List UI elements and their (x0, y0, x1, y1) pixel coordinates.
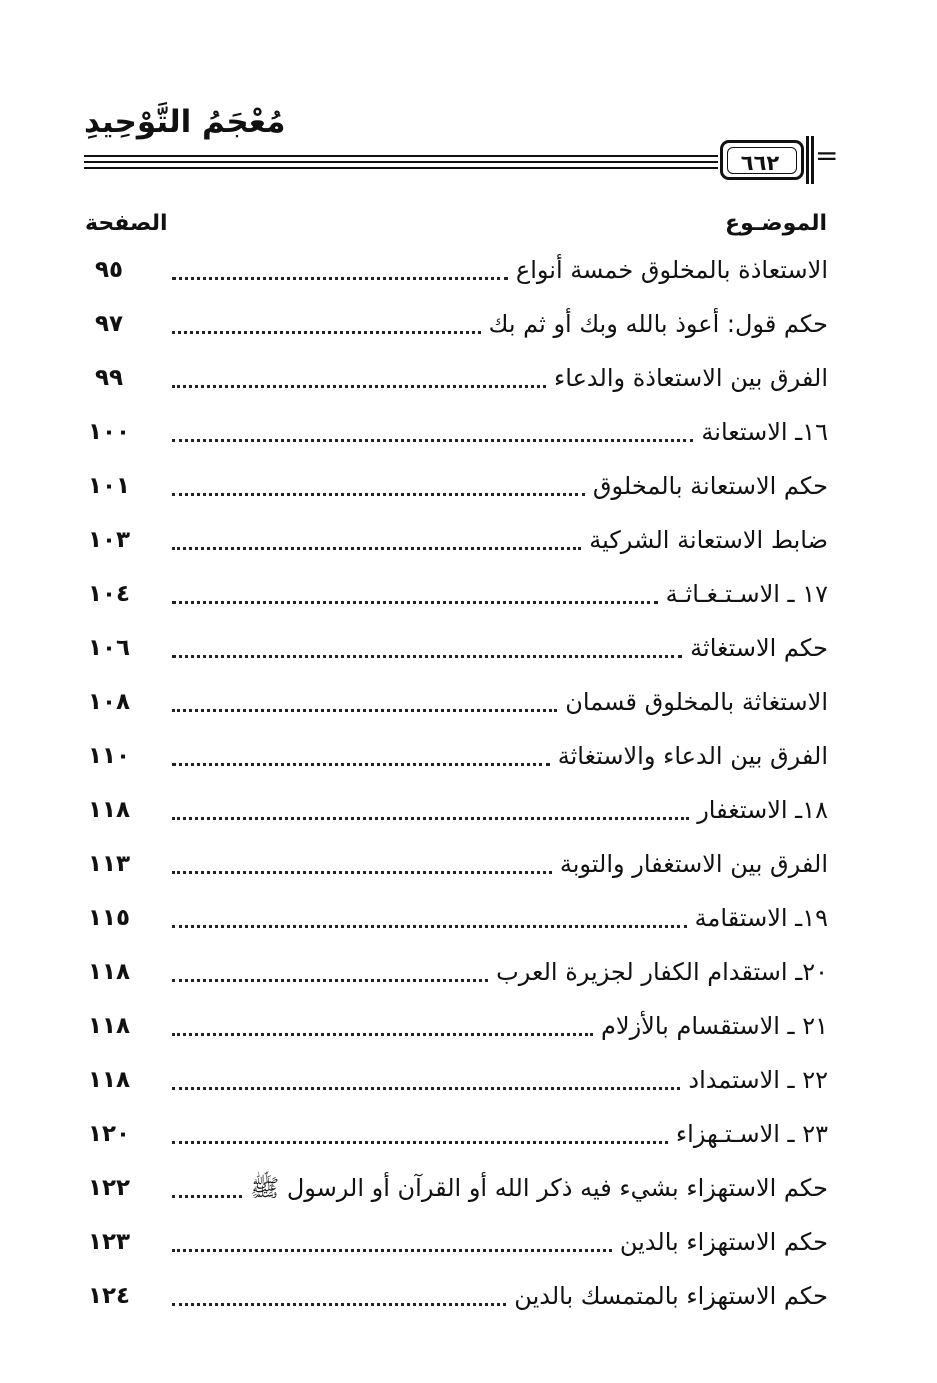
dot-leader (172, 655, 682, 658)
toc-entry (84, 1006, 828, 1046)
toc-entry-topic: حكم الاستغاثة (690, 634, 828, 662)
toc-entry-page: ١٢٣ (87, 1229, 131, 1255)
toc-entry-page: ١١٨ (87, 797, 131, 823)
toc-entry-page: ١١٥ (87, 905, 131, 931)
toc-entry (84, 1114, 828, 1154)
toc-entry-page: ١٠٤ (87, 581, 131, 607)
dot-leader (172, 439, 693, 442)
toc-entry-topic: ١٨ـ الاستغفار (697, 796, 828, 824)
toc-entry (84, 898, 828, 938)
toc-entry-page: ١٠٣ (87, 527, 131, 553)
dot-leader (172, 331, 481, 334)
dot-leader (172, 763, 550, 766)
page-number: ٦٦٢ (740, 151, 780, 175)
toc-entry-topic: ٢٢ ـ الاستمداد (688, 1066, 828, 1094)
toc-entry (84, 1276, 828, 1316)
toc-entry-page: ١١٨ (87, 1067, 131, 1093)
toc-entry-topic: الفرق بين الاستغفار والتوبة (559, 850, 828, 878)
toc-entry-page: ٩٧ (94, 311, 124, 337)
toc-entry (84, 844, 828, 884)
toc-entry-topic: ١٦ـ الاستعانة (701, 418, 828, 446)
toc-entry (84, 682, 828, 722)
toc-entry-page: ١٠١ (87, 473, 131, 499)
dot-leader (172, 871, 552, 874)
dot-leader (172, 1141, 668, 1144)
toc-entry-page: ١٢٤ (87, 1283, 131, 1309)
toc-entry-topic: حكم قول: أعوذ بالله وبك أو ثم بك (488, 310, 828, 338)
toc-entry (84, 1222, 828, 1262)
toc-entry-topic: حكم الاستهزاء بشيء فيه ذكر الله أو القرآن أو الرسول ﷺ (250, 1174, 828, 1202)
dot-leader (172, 925, 687, 928)
toc-entry (84, 250, 828, 290)
topic-column-heading: الموضـوع (725, 211, 827, 236)
toc-entry-topic: الاستغاثة بالمخلوق قسمان (565, 688, 828, 716)
dot-leader (172, 547, 581, 550)
toc-entry (84, 1060, 828, 1100)
toc-entry-page: ١٠٠ (87, 419, 131, 445)
toc-entry (84, 304, 828, 344)
toc-entry (84, 1168, 828, 1208)
toc-entry (84, 466, 828, 506)
toc-entry-topic: حكم الاستهزاء بالمتمسك بالدين (514, 1282, 828, 1310)
dot-leader (172, 277, 508, 280)
dot-leader (172, 979, 488, 982)
toc-entry (84, 628, 828, 668)
dot-leader (172, 1087, 680, 1090)
toc-entry-page: ١٠٦ (87, 635, 131, 661)
page-number-bar-left (806, 136, 809, 184)
toc-entry (84, 736, 828, 776)
toc-entry-topic: ١٧ ـ الاسـتـغـاثـة (665, 580, 828, 608)
toc-entry (84, 574, 828, 614)
toc-entry-page: ١١٨ (87, 1013, 131, 1039)
header-rule-bottom (84, 167, 718, 169)
toc-entry-topic: الاستعاذة بالمخلوق خمسة أنواع (515, 256, 828, 284)
toc-entry-page: ٩٥ (94, 257, 124, 283)
dot-leader (172, 817, 689, 820)
header-rule-middle (84, 161, 718, 163)
dot-leader (172, 601, 658, 604)
toc-entry-page: ١٢٢ (87, 1175, 131, 1201)
dot-leader (172, 1303, 506, 1306)
toc-entry-page: ٩٩ (94, 365, 124, 391)
dot-leader (172, 493, 585, 496)
toc-entry-topic: حكم الاستعانة بالمخلوق (592, 472, 828, 500)
toc-entry-topic: ١٩ـ الاستقامة (694, 904, 828, 932)
toc-entry (84, 952, 828, 992)
dot-leader (172, 1249, 612, 1252)
toc-entry-topic: الفرق بين الدعاء والاستغاثة (557, 742, 828, 770)
toc-entry-topic: ٢٣ ـ الاسـتـهزاء (675, 1120, 828, 1148)
toc-entry-page: ١١٨ (87, 959, 131, 985)
toc-entry (84, 412, 828, 452)
dot-leader (172, 385, 546, 388)
page-column-heading: الصفحة (85, 211, 168, 236)
toc-entry-topic: ٢٠ـ استقدام الكفار لجزيرة العرب (496, 958, 828, 986)
toc-entry-page: ١٠٨ (87, 689, 131, 715)
dot-leader (172, 1033, 593, 1036)
book-title: مُعْجَمُ التَّوْحِيدِ (84, 104, 286, 140)
toc-entry-page: ١١٠ (87, 743, 131, 769)
page-number-bar-right (811, 136, 814, 184)
dot-leader (172, 1195, 242, 1198)
toc-entry-topic: الفرق بين الاستعاذة والدعاء (553, 364, 828, 392)
header-rule-top (84, 155, 718, 157)
toc-entry (84, 358, 828, 398)
toc-entry-topic: حكم الاستهزاء بالدين (619, 1228, 828, 1256)
toc-entry (84, 520, 828, 560)
toc-entry-page: ١٢٠ (87, 1121, 131, 1147)
header-end-mark: = (815, 139, 839, 172)
dot-leader (172, 709, 557, 712)
toc-entry-topic: ٢١ ـ الاستقسام بالأزلام (601, 1012, 828, 1040)
toc-entry-topic: ضابط الاستعانة الشركية (589, 526, 828, 554)
toc-entry-page: ١١٣ (87, 851, 131, 877)
toc-entry (84, 790, 828, 830)
